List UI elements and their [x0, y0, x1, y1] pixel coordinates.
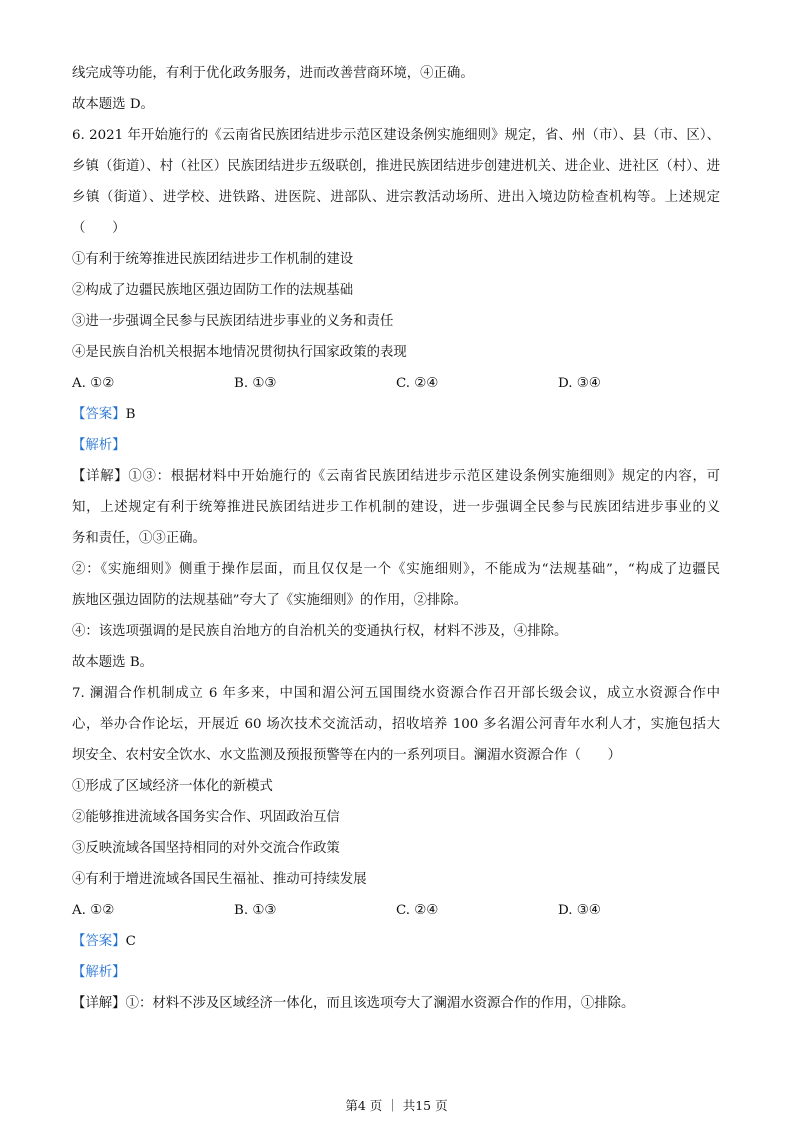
- analysis-tag: 【解析】: [72, 965, 126, 980]
- conclusion-text: 故本题选 B。: [72, 655, 154, 670]
- answer-tag: 【答案】: [72, 934, 126, 949]
- question-7-stem: 心，举办合作论坛，开展近 60 场次技术交流活动，招收培养 100 多名湄公河青年水利人才，实施包括大: [72, 717, 720, 732]
- answer-row: [72, 405, 135, 425]
- detail-tag: 【详解】: [72, 996, 126, 1011]
- answer-tag: 【答案】: [72, 407, 126, 422]
- statement-4: ④是民族自治机关根据本地情况贯彻执行国家政策的表现: [72, 345, 407, 360]
- page-footer: 第4 页 ｜ 共15 页: [345, 1098, 448, 1113]
- detail-text: 务和责任，①③正确。: [72, 531, 206, 546]
- detail-text: 族地区强边固防的法规基础”夸大了《实施细则》的作用，②排除。: [72, 593, 468, 608]
- answer-row: [72, 932, 136, 952]
- option-b: B. ①③: [234, 376, 277, 391]
- detail-text: ④：该选项强调的是民族自治地方的自治机关的变通执行权，材料不涉及，④排除。: [72, 624, 568, 639]
- detail-text: 知，上述规定有利于统筹推进民族团结进步工作机制的建设，进一步强调全民参与民族团结进步事业的义: [72, 500, 720, 515]
- question-6-stem: 乡镇（街道）、进学校、进铁路、进医院、进部队、进宗教活动场所、进出入境边防检查机构等。上述规定: [72, 190, 720, 205]
- answer-value: B: [125, 407, 136, 422]
- analysis-tag: 【解析】: [72, 438, 126, 453]
- statement-3: ③进一步强调全民参与民族团结进步事业的义务和责任: [72, 314, 394, 329]
- question-7-stem: 坝安全、农村安全饮水、水文监测及预报预警等在内的一系列项目。澜湄水资源合作（ ）: [72, 748, 622, 763]
- detail-text: ②：《实施细则》侧重于操作层面，而且仅仅是一个《实施细则》，不能成为“法规基础”，“构成了边疆民: [72, 562, 720, 577]
- statement-2: ②构成了边疆民族地区强边固防工作的法规基础: [72, 283, 354, 298]
- statement-2: ②能够推进流域各国务实合作、巩固政治互信: [72, 810, 340, 825]
- option-a: A. ①②: [72, 376, 115, 391]
- text-line: 线完成等功能，有利于优化政务服务，进而改善营商环境，④正确。: [72, 66, 474, 81]
- detail-tag: 【详解】: [72, 469, 129, 484]
- detail-text: ①③：根据材料中开始施行的《云南省民族团结进步示范区建设条例实施细则》规定的内容，可: [128, 469, 721, 484]
- option-d: D. ③④: [558, 903, 601, 918]
- text-line: 故本题选 D。: [72, 97, 154, 112]
- answer-value: C: [125, 934, 136, 949]
- option-c: C. ②④: [396, 376, 439, 391]
- option-b: B. ①③: [234, 903, 277, 918]
- statement-1: ①形成了区域经济一体化的新模式: [72, 779, 273, 794]
- detail-text: ①：材料不涉及区域经济一体化，而且该选项夸大了澜湄水资源合作的作用，①排除。: [125, 996, 635, 1011]
- question-6-options: [72, 374, 720, 394]
- detail-row: [72, 467, 720, 487]
- analysis-row: [72, 436, 126, 456]
- analysis-row: [72, 963, 126, 983]
- option-c: C. ②④: [396, 903, 439, 918]
- statement-3: ③反映流域各国坚持相同的对外交流合作政策: [72, 841, 340, 856]
- question-6-stem: 6. 2021 年开始施行的《云南省民族团结进步示范区建设条例实施细则》规定，省、州（市）、县（市、区）、: [72, 128, 720, 143]
- statement-1: ①有利于统筹推进民族团结进步工作机制的建设: [72, 252, 354, 267]
- answer-blank: （ ）: [72, 221, 126, 236]
- statement-4: ④有利于增进流域各国民生福祉、推动可持续发展: [72, 872, 367, 887]
- option-a: A. ①②: [72, 903, 115, 918]
- option-d: D. ③④: [558, 376, 601, 391]
- question-7-stem: 7. 澜湄合作机制成立 6 年多来，中国和湄公河五国围绕水资源合作召开部长级会议，成立水资源合作中: [72, 686, 720, 701]
- question-6-stem: 乡镇（街道）、村（社区）民族团结进步五级联创，推进民族团结进步创建进机关、进企业、进社区（村）、进: [72, 159, 720, 174]
- detail-row: [72, 994, 634, 1014]
- question-7-options: [72, 901, 720, 921]
